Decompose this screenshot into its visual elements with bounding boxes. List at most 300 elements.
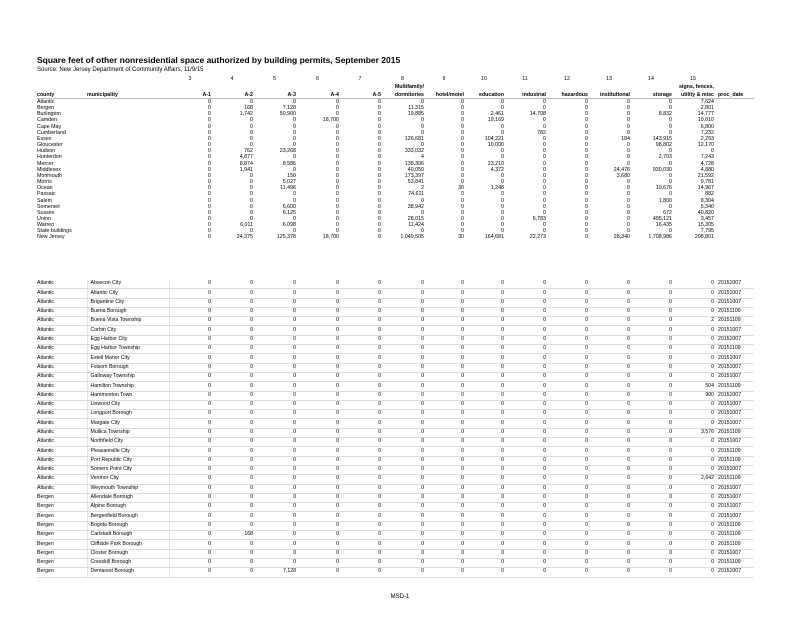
value-cell: 0 (253, 531, 296, 540)
value-cell: 0 (339, 456, 381, 465)
value-cell: 0 (381, 410, 424, 419)
value-cell: 0 (669, 123, 672, 130)
county-cell: Atlantic (37, 438, 87, 447)
municipality-cell: Carlstadt Borough (87, 531, 169, 540)
value-cell: 0 (501, 203, 504, 210)
value-cell: 0 (464, 475, 504, 484)
value-cell: 0 (464, 503, 504, 512)
value-cell: 0 (169, 428, 211, 437)
value-cell: 0 (381, 465, 424, 474)
value-cell: 0 (296, 456, 339, 465)
value-cell: 0 (672, 280, 714, 289)
value-cell: 0 (627, 222, 630, 229)
county-name: Bergen (37, 105, 55, 112)
value-cell: 0 (211, 289, 253, 298)
value-cell: 0 (296, 475, 339, 484)
value-cell: 0 (543, 166, 546, 173)
value-cell: 0 (588, 456, 630, 465)
value-cell: 0 (672, 465, 714, 474)
municipality-header: municipality (87, 90, 169, 99)
value-cell: 0 (296, 345, 339, 354)
value-cell: 0 (169, 419, 211, 428)
value-cell: 0 (464, 549, 504, 558)
municipality-cell: Buena Vista Township (87, 317, 169, 326)
column-number: 10 (481, 76, 487, 82)
value-cell: 0 (546, 419, 588, 428)
county-name: Hudson (37, 148, 56, 155)
value-cell: 0 (250, 209, 253, 216)
county-cell: Bergen (37, 503, 87, 512)
value-cell: 0 (627, 154, 630, 161)
value-cell: 0 (588, 447, 630, 456)
value-cell: 0 (378, 172, 381, 179)
value-cell: 6,098 (282, 222, 296, 229)
county-name: Passaic (37, 191, 56, 198)
value-cell: 0 (208, 148, 211, 155)
value-cell: 0 (588, 438, 630, 447)
value-cell: 0 (169, 335, 211, 344)
value-cell: 0 (424, 512, 464, 521)
value-cell: 1,049,505 (400, 234, 424, 241)
value-cell: 0 (293, 228, 296, 235)
value-cell: 0 (381, 503, 424, 512)
value-cell: 0 (381, 521, 424, 530)
value-cell: 0 (253, 317, 296, 326)
value-cell: 0 (461, 142, 464, 149)
value-cell: 6,011 (240, 222, 253, 229)
value-cell: 0 (169, 280, 211, 289)
municipality-cell: Alpine Borough (87, 503, 169, 512)
value-cell: 0 (296, 382, 339, 391)
value-cell: 0 (381, 345, 424, 354)
value-cell: 2 (672, 317, 714, 326)
value-cell: 0 (169, 484, 211, 493)
value-cell: 0 (627, 160, 630, 167)
value-cell: 0 (464, 456, 504, 465)
value-cell: 28,015 (407, 215, 424, 222)
table-row (37, 363, 754, 372)
value-cell: 0 (211, 391, 253, 400)
value-cell: 0 (543, 222, 546, 229)
value-cell: 8,874 (239, 160, 253, 167)
column-number: 4 (230, 76, 234, 82)
value-cell: 0 (672, 558, 714, 567)
value-cell: 0 (585, 166, 588, 173)
table-row (37, 503, 754, 512)
value-cell: 0 (546, 549, 588, 558)
value-cell: 0 (669, 99, 672, 105)
value-cell: 0 (339, 484, 381, 493)
value-cell: 0 (672, 568, 714, 577)
value-cell: 0 (627, 111, 630, 118)
value-cell: 0 (461, 160, 464, 167)
blank-cell (87, 74, 169, 82)
proc-date-cell: 20151109 (714, 540, 754, 549)
column-header: A-2 (211, 90, 253, 99)
value-cell: 0 (672, 326, 714, 335)
value-cell: 0 (585, 172, 588, 179)
value-cell: 0 (296, 558, 339, 567)
value-cell: 0 (630, 400, 672, 409)
value-cell: 28,340 (613, 234, 630, 241)
value-cell: 0 (627, 197, 630, 204)
report-title: Square feet of other nonresidential space authorized by building permits, September 2015 (37, 55, 401, 65)
value-cell: 0 (588, 549, 630, 558)
county-name: Hunterdon (37, 154, 62, 161)
value-cell: 30 (458, 234, 464, 241)
value-cell: 504 (672, 382, 714, 391)
municipality-cell: Pleasantville City (87, 447, 169, 456)
county-name: Burlington (37, 111, 61, 118)
value-cell: 0 (464, 326, 504, 335)
column-header: education (464, 90, 504, 99)
value-cell: 0 (546, 382, 588, 391)
value-cell: 5,340 (700, 203, 714, 210)
value-cell: 0 (250, 228, 253, 235)
value-cell: 0 (381, 400, 424, 409)
value-cell: 0 (588, 289, 630, 298)
county-name: New Jersey (37, 234, 65, 241)
value-cell: 0 (336, 203, 339, 210)
value-cell: 0 (296, 280, 339, 289)
table-row (37, 558, 754, 567)
value-cell: 0 (546, 372, 588, 381)
value-cell: 0 (381, 391, 424, 400)
value-cell: 0 (296, 549, 339, 558)
value-cell: 0 (296, 354, 339, 363)
value-cell: 19,169 (487, 117, 504, 124)
value-cell: 0 (339, 280, 381, 289)
column-number: 5 (273, 76, 276, 82)
value-cell: 0 (543, 185, 546, 192)
value-cell: 0 (336, 185, 339, 192)
value-cell: 2,801 (700, 105, 714, 112)
value-cell: 0 (630, 521, 672, 530)
value-cell: 0 (630, 475, 672, 484)
value-cell: 30 (458, 185, 464, 192)
value-cell: 0 (208, 154, 211, 161)
value-cell: 7,243 (700, 154, 714, 161)
value-cell: 0 (211, 512, 253, 521)
value-cell: 0 (250, 123, 253, 130)
value-cell: 0 (424, 475, 464, 484)
value-cell: 0 (627, 148, 630, 155)
value-cell: 0 (424, 540, 464, 549)
column-header: hotel/motel (424, 90, 464, 99)
value-cell: 0 (381, 289, 424, 298)
proc-date-cell: 20151007 (714, 503, 754, 512)
value-cell: 11,315 (408, 105, 424, 112)
value-cell: 0 (424, 307, 464, 316)
value-cell: 0 (672, 335, 714, 344)
value-cell: 0 (464, 512, 504, 521)
value-cell: 0 (253, 521, 296, 530)
value-cell: 0 (504, 280, 546, 289)
county-cell: Atlantic (37, 428, 87, 437)
county-cell: Bergen (37, 540, 87, 549)
county-cell: Atlantic (37, 410, 87, 419)
value-cell: 143,915 (652, 135, 672, 142)
value-cell: 0 (546, 410, 588, 419)
county-cell: Atlantic (37, 298, 87, 307)
value-cell: 0 (336, 197, 339, 204)
value-cell: 0 (464, 372, 504, 381)
value-cell: 0 (501, 197, 504, 204)
municipality-cell: Egg Harbor City (87, 335, 169, 344)
value-cell: 2,703 (658, 154, 672, 161)
county-name: Monmouth (37, 172, 63, 179)
county-cell: Atlantic (37, 484, 87, 493)
blank-cell (87, 234, 169, 240)
value-cell: 8,832 (658, 111, 672, 118)
value-cell: 0 (504, 512, 546, 521)
column-number: 6 (316, 76, 319, 82)
value-cell: 0 (585, 123, 588, 130)
value-cell: 0 (424, 456, 464, 465)
value-cell: 0 (169, 372, 211, 381)
municipality-cell: Atlantic City (87, 289, 169, 298)
value-cell: 0 (211, 465, 253, 474)
value-cell: 0 (546, 280, 588, 289)
value-cell: 0 (296, 317, 339, 326)
value-cell: 0 (543, 154, 546, 161)
proc-date-cell: 20151109 (714, 345, 754, 354)
value-cell: 0 (588, 410, 630, 419)
municipality-body (37, 280, 754, 577)
municipality-cell: Port Republic City (87, 456, 169, 465)
value-cell: 0 (293, 197, 296, 204)
value-cell: 0 (336, 123, 339, 130)
table-row (37, 428, 754, 437)
value-cell: 0 (336, 154, 339, 161)
value-cell: 0 (169, 326, 211, 335)
value-cell: 0 (588, 326, 630, 335)
value-cell: 0 (543, 179, 546, 186)
value-cell: 0 (211, 438, 253, 447)
value-cell: 0 (250, 99, 253, 105)
blank-cell (714, 234, 754, 240)
value-cell: 0 (630, 428, 672, 437)
value-cell: 0 (296, 363, 339, 372)
value-cell: 0 (672, 447, 714, 456)
municipality-cell: Egg Harbor Township (87, 345, 169, 354)
value-cell: 0 (588, 307, 630, 316)
value-cell: 882 (705, 191, 714, 198)
column-number: 7 (358, 76, 362, 82)
value-cell: 0 (378, 185, 381, 192)
value-cell: 10,000 (487, 142, 504, 149)
municipality-cell: Brigantine City (87, 298, 169, 307)
value-cell: 21,592 (697, 172, 714, 179)
value-cell: 0 (211, 335, 253, 344)
value-cell: 0 (250, 179, 253, 186)
value-cell: 0 (169, 391, 211, 400)
value-cell: 4,372 (490, 166, 504, 173)
value-cell: 0 (464, 289, 504, 298)
value-cell: 0 (296, 419, 339, 428)
value-cell: 495,121 (652, 215, 672, 222)
value-cell: 0 (339, 354, 381, 363)
county-cell: Atlantic (37, 447, 87, 456)
value-cell: 0 (546, 456, 588, 465)
municipality-cell: Folsom Borough (87, 363, 169, 372)
value-cell: 0 (339, 540, 381, 549)
value-cell: 0 (381, 558, 424, 567)
value-cell: 0 (504, 475, 546, 484)
value-cell: 0 (669, 117, 672, 124)
table-row (37, 521, 754, 530)
column-header-line1: Multifamily/ (394, 84, 424, 90)
value-cell: 23,210 (487, 160, 504, 167)
value-cell: 0 (504, 307, 546, 316)
value-cell: 0 (421, 142, 424, 149)
value-cell: 0 (378, 179, 381, 186)
value-cell: 0 (169, 540, 211, 549)
value-cell: 0 (672, 298, 714, 307)
value-cell: 0 (546, 568, 588, 577)
value-cell: 0 (211, 493, 253, 502)
table-row (37, 493, 754, 502)
municipality-cell: Hammonton Town (87, 391, 169, 400)
value-cell: 0 (211, 456, 253, 465)
value-cell: 0 (378, 135, 381, 142)
value-cell: 0 (501, 179, 504, 186)
county-cell: Atlantic (37, 391, 87, 400)
value-cell: 0 (504, 326, 546, 335)
value-cell: 0 (296, 512, 339, 521)
value-cell: 0 (253, 363, 296, 372)
table-row (37, 326, 754, 335)
value-cell: 0 (630, 558, 672, 567)
value-cell: 2,461 (490, 111, 504, 118)
value-cell: 0 (546, 289, 588, 298)
proc-date-cell: 20151109 (714, 428, 754, 437)
value-cell: 0 (464, 363, 504, 372)
value-cell: 0 (627, 191, 630, 198)
column-number: 15 (690, 76, 696, 82)
proc-date-cell: 20151007 (714, 493, 754, 502)
value-cell: 0 (424, 280, 464, 289)
value-cell: 0 (339, 549, 381, 558)
value-cell: 0 (464, 410, 504, 419)
value-cell: 0 (169, 447, 211, 456)
value-cell: 0 (504, 465, 546, 474)
value-cell: 0 (546, 307, 588, 316)
value-cell: 0 (464, 317, 504, 326)
value-cell: 0 (208, 142, 211, 149)
value-cell: 0 (296, 521, 339, 530)
value-cell: 0 (293, 191, 296, 198)
value-cell: 11,424 (408, 222, 424, 229)
table-row (37, 280, 754, 289)
value-cell: 168 (211, 531, 253, 540)
value-cell: 0 (546, 447, 588, 456)
value-cell: 0 (336, 160, 339, 167)
column-number: 14 (648, 76, 654, 82)
value-cell: 0 (588, 354, 630, 363)
value-cell: 0 (424, 484, 464, 493)
value-cell: 4,877 (239, 154, 253, 161)
municipality-cell: Bogota Borough (87, 521, 169, 530)
proc-date-cell: 20151007 (714, 512, 754, 521)
county-name: Middlesex (37, 166, 61, 173)
county-cell: Bergen (37, 558, 87, 567)
value-cell: 0 (424, 335, 464, 344)
value-cell: 0 (669, 148, 672, 155)
value-cell: 0 (208, 129, 211, 136)
value-cell: 0 (381, 280, 424, 289)
value-cell: 0 (253, 326, 296, 335)
value-cell: 0 (464, 531, 504, 540)
county-cell: Atlantic (37, 400, 87, 409)
column-header-line1 (630, 82, 672, 90)
value-cell: 0 (501, 99, 504, 105)
value-cell: 0 (504, 438, 546, 447)
value-cell: 0 (424, 568, 464, 577)
proc-date-cell: 20151007 (714, 372, 754, 381)
value-cell: 0 (336, 179, 339, 186)
column-header: dormitories (381, 90, 424, 99)
value-cell: 0 (424, 521, 464, 530)
summary-body (37, 99, 754, 241)
value-cell: 0 (339, 382, 381, 391)
county-cell: Bergen (37, 493, 87, 502)
table-row (37, 512, 754, 521)
proc-date-cell: 20151109 (714, 521, 754, 530)
value-cell: 0 (504, 289, 546, 298)
value-cell: 0 (546, 531, 588, 540)
value-cell: 6,800 (700, 123, 714, 130)
county-cell: Atlantic (37, 382, 87, 391)
value-cell: 0 (546, 475, 588, 484)
value-cell: 0 (672, 354, 714, 363)
value-cell: 0 (424, 438, 464, 447)
county-cell: Atlantic (37, 363, 87, 372)
value-cell: 0 (501, 129, 504, 136)
value-cell: 0 (211, 307, 253, 316)
value-cell: 0 (208, 234, 211, 241)
value-cell: 0 (672, 493, 714, 502)
value-cell: 0 (627, 179, 630, 186)
value-cell: 0 (381, 419, 424, 428)
value-cell: 0 (378, 99, 381, 105)
value-cell: 0 (253, 558, 296, 567)
blank-cell (87, 99, 169, 106)
value-cell: 0 (253, 345, 296, 354)
value-cell: 0 (211, 549, 253, 558)
value-cell: 0 (585, 179, 588, 186)
value-cell: 0 (424, 391, 464, 400)
municipality-cell: Allendale Borough (87, 493, 169, 502)
value-cell: 0 (253, 410, 296, 419)
value-cell: 104,221 (484, 135, 504, 142)
value-cell: 0 (381, 363, 424, 372)
value-cell: 0 (546, 335, 588, 344)
value-cell: 0 (464, 400, 504, 409)
value-cell: 168 (244, 105, 253, 112)
value-cell: 0 (669, 160, 672, 167)
value-cell: 0 (211, 568, 253, 577)
value-cell: 0 (169, 531, 211, 540)
value-cell: 0 (672, 484, 714, 493)
proc-date-cell: 20151109 (714, 558, 754, 567)
value-cell: 0 (461, 215, 464, 222)
value-cell: 0 (296, 335, 339, 344)
value-cell: 0 (585, 105, 588, 112)
value-cell: 0 (421, 228, 424, 235)
value-cell: 0 (293, 215, 296, 222)
column-header-line1 (504, 82, 546, 90)
